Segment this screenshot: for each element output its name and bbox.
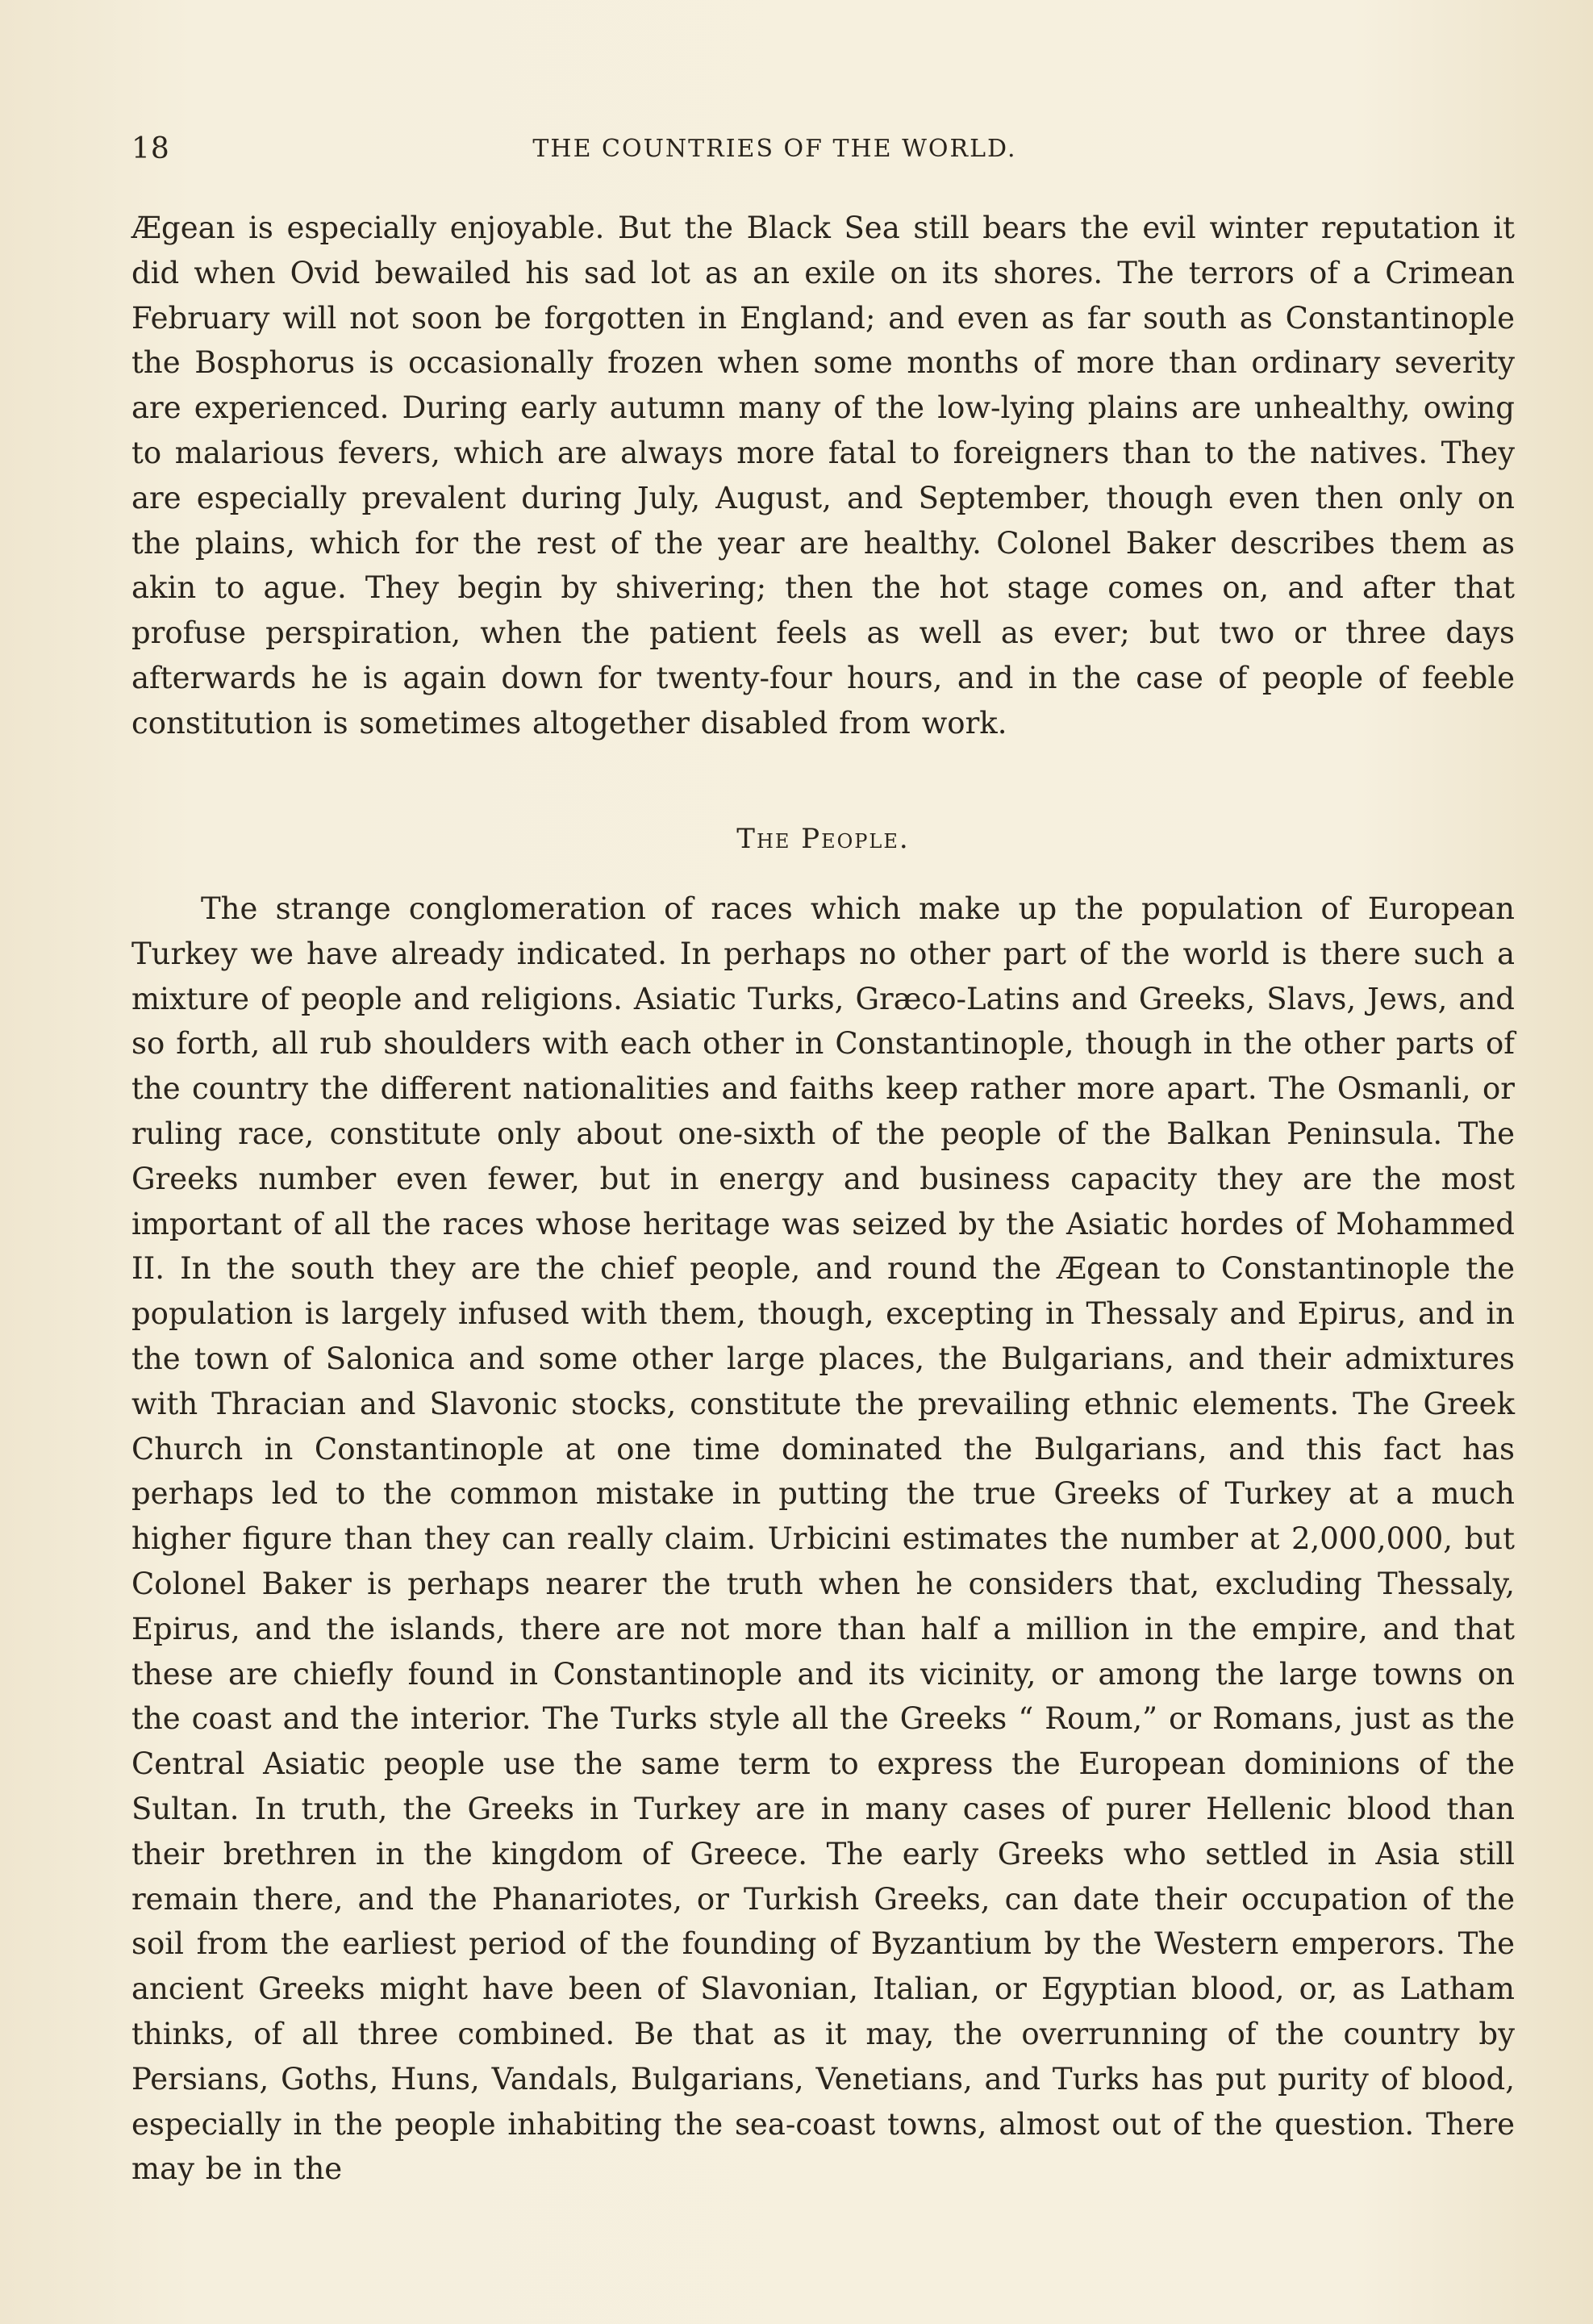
running-title: THE COUNTRIES OF THE WORLD. [532, 135, 1017, 163]
body-paragraph-2: The strange conglomeration of races which make up the population of European Turkey we have already indicated. In perhaps no other part of the world is there such a mixture of people and religions. Asiatic Turks, Græco-Latins and Greeks, Slavs, Jews, and so forth, all rub shoulders with each other in Constantinople, though in the other parts of the country the different nationalities and faiths keep rather more apart. The Osmanli, or ruling race, constitute only about one-sixth of the people of the Balkan Peninsula. The Greeks number even fewer, but in energy and business capacity they are the most important of all the races whose heritage was seized by the Asiatic hordes of Mohammed II. In the south they are the chief people, and round the Ægean to Constantinople the population is largely infused with them, though, excepting in Thessaly and Epirus, and in the town of Salonica and some other large places, the Bulgarians, and their admixtures with Thracian and Slavonic stocks, constitute the prevailing ethnic elements. The Greek Church in Constantinople at one time dominated the Bulgarians, and this fact has perhaps led to the common mistake in putting the true Greeks of Turkey at a much higher figure than they can really claim. Urbicini estimates the number at 2,000,000, but Colonel Baker is perhaps nearer the truth when he considers that, excluding Thessaly, Epirus, and the islands, there are not more than half a million in the empire, and that these are chiefly found in Constantinople and its vicinity, or among the large towns on the coast and the interior. The Turks style all the Greeks “ Roum,” or Romans, just as the Central Asiatic people use the same term to express the European dominions of the Sultan. In truth, the Greeks in Turkey are in many cases of purer Hellenic blood than their brethren in the kingdom of Greece. The early Greeks who settled in Asia still remain there, and the Phanariotes, or Turkish Greeks, can date their occupation of the soil from the earliest period of the founding of Byzantium by the Western emperors. The ancient Greeks might have been of Slavonian, Italian, or Egyptian blood, or, as Latham thinks, of all three combined. Be that as it may, the overrunning of the country by Persians, Goths, Huns, Vandals, Bulgarians, Venetians, and Turks has put purity of blood, especially in the people inhabiting the sea-coast towns, almost out of the question. There may be in the [131, 891, 1515, 2187]
body-paragraph-1: Ægean is especially enjoyable. But the Black Sea still bears the evil winter reputation it did when Ovid bewailed his sad lot as an exile on its shores. The terrors of a Crimean February will not soon be forgotten in England; and even as far south as Constantinople the Bosphorus is occasionally frozen when some months of more than ordinary severity are experienced. During early autumn many of the low-lying plains are unhealthy, owing to malarious fevers, which are always more fatal to foreigners than to the natives. They are especially prevalent during July, August, and September, though even then only on the plains, which for the rest of the year are healthy. Colonel Baker describes them as akin to ague. They begin by shivering; then the hot stage comes on, and after that profuse perspiration, when the patient feels as well as ever; but two or three days afterwards he is again down for twenty-four hours, and in the case of people of feeble constitution is sometimes altogether disabled from work. [131, 211, 1515, 741]
running-head [131, 129, 1515, 169]
page-number: 18 [131, 132, 170, 165]
section-heading: The People. [736, 823, 910, 855]
